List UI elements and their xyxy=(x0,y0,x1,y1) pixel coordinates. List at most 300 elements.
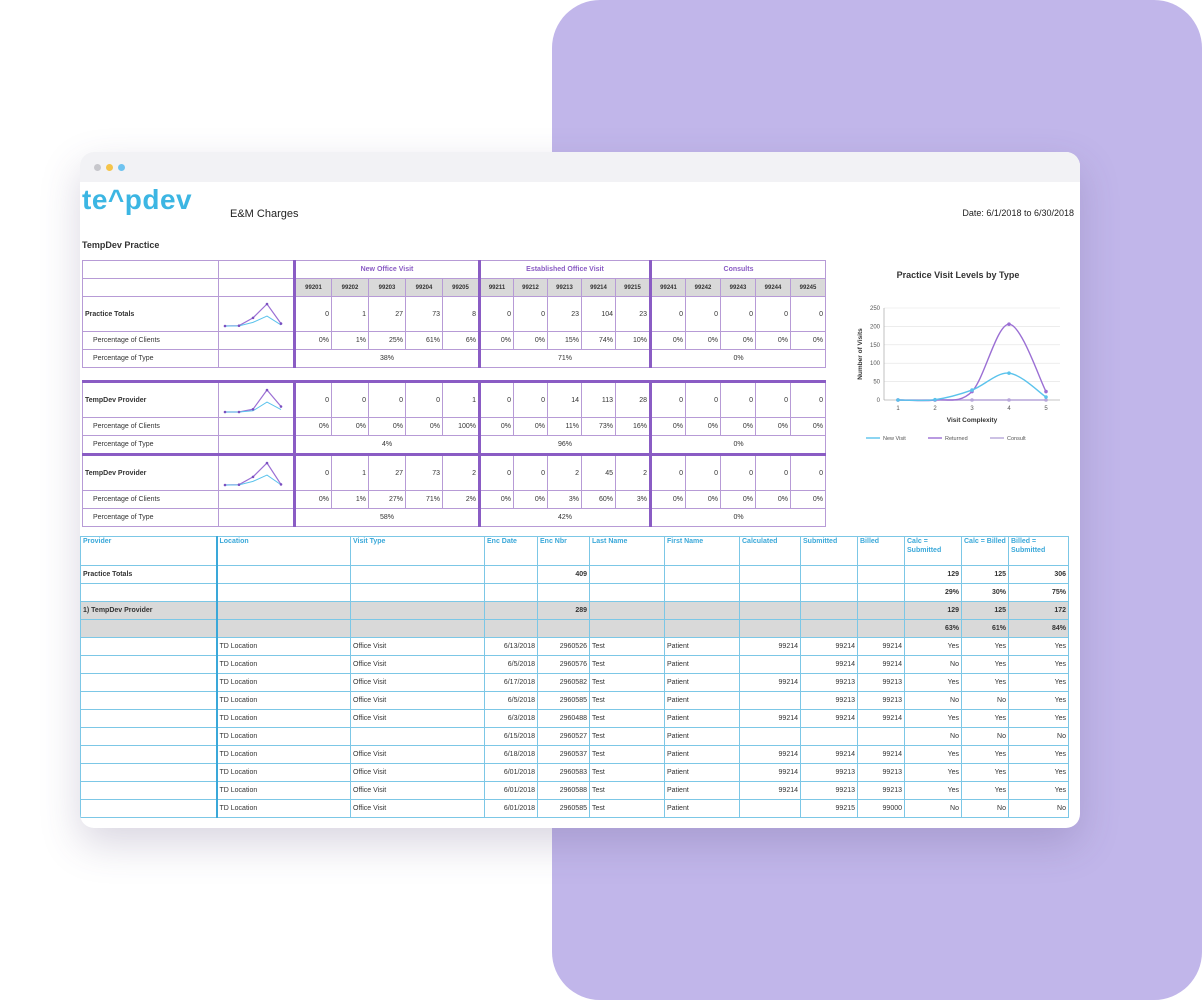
visit-count: 0 xyxy=(295,297,332,332)
encounter-row xyxy=(81,674,1069,692)
y-tick-label: 0 xyxy=(876,398,880,404)
group-header: New Office Visit xyxy=(295,261,480,279)
encounter-detail-table xyxy=(80,536,1069,818)
encounter-last: Test xyxy=(590,710,665,728)
table-cell xyxy=(665,584,740,602)
encounter-bs: Yes xyxy=(1009,674,1069,692)
table-cell xyxy=(590,602,665,620)
table-cell xyxy=(590,566,665,584)
encounter-type xyxy=(351,728,485,746)
visit-count: 0 xyxy=(651,382,686,418)
provider-cell xyxy=(81,638,217,656)
visit-count: 0 xyxy=(721,455,756,491)
provider-name: TempDev Provider xyxy=(83,382,219,418)
encounter-enc: 2960526 xyxy=(538,638,590,656)
section-counts-row xyxy=(83,455,826,491)
x-tick-label: 4 xyxy=(1007,406,1011,412)
provider-label xyxy=(81,620,217,638)
table-cell xyxy=(858,602,905,620)
encounter-enc: 2960537 xyxy=(538,746,590,764)
encounter-calc: 99214 xyxy=(740,710,801,728)
calc-billed-total: 30% xyxy=(962,584,1009,602)
cpt-code-header: 99205 xyxy=(443,279,480,297)
table-cell xyxy=(740,584,801,602)
blank-cell xyxy=(83,279,219,297)
pct-type-value: 0% xyxy=(651,350,826,368)
column-header: Visit Type xyxy=(351,537,485,566)
encounter-loc: TD Location xyxy=(217,800,351,818)
table-cell xyxy=(801,602,858,620)
encounter-sub: 99214 xyxy=(801,638,858,656)
encounter-loc: TD Location xyxy=(217,674,351,692)
sparkline xyxy=(221,385,285,415)
encounter-cs: Yes xyxy=(905,746,962,764)
visit-count: 113 xyxy=(582,382,616,418)
table-cell xyxy=(351,584,485,602)
cpt-code-header: 99215 xyxy=(616,279,651,297)
encounter-first: Patient xyxy=(665,656,740,674)
cpt-code-header: 99201 xyxy=(295,279,332,297)
column-header: Calc = Submitted xyxy=(905,537,962,566)
pct-type-value: 71% xyxy=(480,350,651,368)
cpt-code-header: 99202 xyxy=(332,279,369,297)
table-cell xyxy=(740,602,801,620)
column-header: Enc Date xyxy=(485,537,538,566)
encounter-billed: 99000 xyxy=(858,800,905,818)
blank-cell xyxy=(83,261,219,279)
encounter-billed: 99213 xyxy=(858,692,905,710)
provider-cell xyxy=(81,674,217,692)
visit-count: 0 xyxy=(332,382,369,418)
visit-count: 0 xyxy=(480,297,514,332)
visit-count: 0 xyxy=(514,297,548,332)
column-header: Last Name xyxy=(590,537,665,566)
encounter-last: Test xyxy=(590,800,665,818)
visit-count: 27 xyxy=(369,297,406,332)
data-point xyxy=(933,398,937,402)
encounter-date: 6/01/2018 xyxy=(485,764,538,782)
visit-count: 1 xyxy=(332,297,369,332)
encounter-billed: 99213 xyxy=(858,782,905,800)
sparkline-point xyxy=(252,317,255,320)
pct-clients-value: 0% xyxy=(756,491,791,509)
table-cell xyxy=(485,566,538,584)
sparkline xyxy=(221,458,285,488)
provider-name: TempDev Provider xyxy=(83,455,219,491)
encounter-enc: 2960588 xyxy=(538,782,590,800)
legend-label: New Visit xyxy=(883,436,906,442)
x-tick-label: 1 xyxy=(896,406,900,412)
calc-submitted-total: 29% xyxy=(905,584,962,602)
pct-clients-label: Percentage of Clients xyxy=(83,418,219,436)
encounter-bs: Yes xyxy=(1009,692,1069,710)
pct-type-label: Percentage of Type xyxy=(83,350,219,368)
visit-count: 0 xyxy=(295,455,332,491)
encounter-cb: Yes xyxy=(962,674,1009,692)
cpt-code-header: 99214 xyxy=(582,279,616,297)
visit-count: 0 xyxy=(514,382,548,418)
pct-clients-value: 0% xyxy=(686,491,721,509)
pct-clients-value: 74% xyxy=(582,332,616,350)
encounter-last: Test xyxy=(590,764,665,782)
pct-clients-value: 0% xyxy=(295,332,332,350)
cpt-code-header: 99204 xyxy=(406,279,443,297)
encounter-billed xyxy=(858,728,905,746)
data-point xyxy=(1007,322,1011,326)
encounter-calc xyxy=(740,728,801,746)
practice-label: TempDev Practice xyxy=(82,240,160,250)
encounter-row xyxy=(81,692,1069,710)
pct-clients-value: 60% xyxy=(582,491,616,509)
date-range: Date: 6/1/2018 to 6/30/2018 xyxy=(962,208,1074,218)
encounter-enc: 2960585 xyxy=(538,692,590,710)
table-cell xyxy=(351,566,485,584)
visit-count: 0 xyxy=(791,455,826,491)
sparkline-point xyxy=(238,324,241,327)
encounter-date: 6/5/2018 xyxy=(485,692,538,710)
table-cell xyxy=(538,620,590,638)
visit-count: 2 xyxy=(616,455,651,491)
column-header: Submitted xyxy=(801,537,858,566)
calc-billed-total: 125 xyxy=(962,566,1009,584)
encounter-bs: Yes xyxy=(1009,656,1069,674)
encounter-sub: 99213 xyxy=(801,692,858,710)
table-cell xyxy=(217,584,351,602)
blank-cell xyxy=(219,418,295,436)
encounter-loc: TD Location xyxy=(217,638,351,656)
encounter-loc: TD Location xyxy=(217,692,351,710)
pct-type-row xyxy=(83,509,826,527)
encounter-bs: Yes xyxy=(1009,764,1069,782)
pct-clients-value: 0% xyxy=(514,418,548,436)
encounter-last: Test xyxy=(590,746,665,764)
visit-count: 14 xyxy=(548,382,582,418)
provider-label xyxy=(81,584,217,602)
encounter-first: Patient xyxy=(665,674,740,692)
encounter-first: Patient xyxy=(665,800,740,818)
encounter-billed: 99214 xyxy=(858,746,905,764)
visit-count: 45 xyxy=(582,455,616,491)
data-point xyxy=(970,398,974,402)
encounter-first: Patient xyxy=(665,638,740,656)
encounter-type: Office Visit xyxy=(351,764,485,782)
pct-clients-row xyxy=(83,418,826,436)
visit-levels-chart xyxy=(840,264,1076,444)
table-cell xyxy=(217,620,351,638)
encounter-cb: No xyxy=(962,692,1009,710)
group-header: Established Office Visit xyxy=(480,261,651,279)
blank-cell xyxy=(219,279,295,297)
encounter-date: 6/01/2018 xyxy=(485,782,538,800)
detail-header-row xyxy=(81,537,1069,566)
encounter-type: Office Visit xyxy=(351,674,485,692)
sparkline-point xyxy=(280,322,283,325)
data-point xyxy=(1044,395,1048,399)
practice-totals-row xyxy=(81,566,1069,584)
encounter-last: Test xyxy=(590,728,665,746)
encounter-billed: 99214 xyxy=(858,656,905,674)
pct-clients-value: 0% xyxy=(721,332,756,350)
group-header: Consults xyxy=(651,261,826,279)
pct-type-value: 38% xyxy=(295,350,480,368)
encounter-last: Test xyxy=(590,692,665,710)
provider-totals-pct-row xyxy=(81,620,1069,638)
sparkline-point xyxy=(266,389,269,392)
visit-count: 0 xyxy=(686,455,721,491)
calc-submitted-total: 129 xyxy=(905,566,962,584)
provider-totals-row xyxy=(81,602,1069,620)
sparkline-point xyxy=(252,476,255,479)
cpt-code-header: 99243 xyxy=(721,279,756,297)
table-cell xyxy=(351,620,485,638)
pct-clients-value: 0% xyxy=(721,491,756,509)
encounter-first: Patient xyxy=(665,764,740,782)
encounter-billed: 99214 xyxy=(858,710,905,728)
pct-type-value: 96% xyxy=(480,436,651,455)
visit-count: 23 xyxy=(616,297,651,332)
pct-clients-value: 0% xyxy=(651,332,686,350)
pct-clients-value: 0% xyxy=(514,332,548,350)
encounter-cb: Yes xyxy=(962,782,1009,800)
encounter-calc xyxy=(740,800,801,818)
pct-clients-value: 0% xyxy=(295,491,332,509)
report-window xyxy=(80,152,1080,828)
provider-cell xyxy=(81,656,217,674)
encounter-sub: 99214 xyxy=(801,710,858,728)
window-dot-yellow[interactable] xyxy=(106,164,113,171)
pct-clients-value: 71% xyxy=(406,491,443,509)
encounter-loc: TD Location xyxy=(217,710,351,728)
summary-codes-row xyxy=(83,279,826,297)
pct-clients-value: 3% xyxy=(548,491,582,509)
encounter-type: Office Visit xyxy=(351,746,485,764)
encounter-enc: 2960583 xyxy=(538,764,590,782)
cpt-code-header: 99242 xyxy=(686,279,721,297)
encounter-row xyxy=(81,764,1069,782)
sparkline-point xyxy=(266,462,269,465)
x-tick-label: 2 xyxy=(933,406,937,412)
sparkline-point xyxy=(238,483,241,486)
provider-cell xyxy=(81,782,217,800)
y-tick-label: 250 xyxy=(869,306,880,312)
y-axis-label: Number of Visits xyxy=(857,328,864,380)
cpt-code-header: 99211 xyxy=(480,279,514,297)
visit-count: 1 xyxy=(443,382,480,418)
table-cell xyxy=(665,566,740,584)
pct-clients-value: 0% xyxy=(791,418,826,436)
line-chart xyxy=(840,264,1076,444)
data-point xyxy=(1007,398,1011,402)
sparkline xyxy=(221,299,285,329)
encounter-calc: 99214 xyxy=(740,764,801,782)
sparkline-cell xyxy=(219,382,295,418)
pct-clients-value: 6% xyxy=(443,332,480,350)
pct-clients-value: 0% xyxy=(480,418,514,436)
encounter-row xyxy=(81,782,1069,800)
encounter-calc xyxy=(740,656,801,674)
encounter-calc: 99214 xyxy=(740,638,801,656)
cpt-code-header: 99245 xyxy=(791,279,826,297)
encounter-bs: No xyxy=(1009,800,1069,818)
encounter-sub: 99213 xyxy=(801,764,858,782)
table-cell xyxy=(538,584,590,602)
sparkline-point xyxy=(280,483,283,486)
provider-cell xyxy=(81,764,217,782)
table-cell xyxy=(665,602,740,620)
sparkline-point xyxy=(266,303,269,306)
table-cell xyxy=(665,620,740,638)
encounter-date: 6/3/2018 xyxy=(485,710,538,728)
pct-type-value: 0% xyxy=(651,509,826,527)
table-cell xyxy=(351,602,485,620)
data-point xyxy=(1044,390,1048,394)
encounter-type: Office Visit xyxy=(351,656,485,674)
table-cell xyxy=(485,620,538,638)
encounter-calc xyxy=(740,692,801,710)
encounter-bs: Yes xyxy=(1009,710,1069,728)
blank-cell xyxy=(219,332,295,350)
visit-count: 0 xyxy=(791,382,826,418)
billed-submitted-total: 172 xyxy=(1009,602,1069,620)
visit-count: 0 xyxy=(756,297,791,332)
encounter-date: 6/17/2018 xyxy=(485,674,538,692)
y-tick-label: 100 xyxy=(869,361,880,368)
encounter-first: Patient xyxy=(665,710,740,728)
pct-clients-value: 16% xyxy=(616,418,651,436)
table-cell xyxy=(740,620,801,638)
pct-clients-value: 0% xyxy=(480,332,514,350)
encounter-sub xyxy=(801,728,858,746)
encounter-row xyxy=(81,638,1069,656)
y-tick-label: 200 xyxy=(869,324,880,331)
pct-clients-value: 100% xyxy=(443,418,480,436)
encounter-last: Test xyxy=(590,674,665,692)
encounter-date: 6/13/2018 xyxy=(485,638,538,656)
sparkline-point xyxy=(238,411,241,414)
provider-cell xyxy=(81,710,217,728)
encounter-loc: TD Location xyxy=(217,728,351,746)
section-counts-row xyxy=(83,382,826,418)
visit-count: 104 xyxy=(582,297,616,332)
visit-count: 0 xyxy=(480,455,514,491)
encounter-type: Office Visit xyxy=(351,638,485,656)
column-header: Calculated xyxy=(740,537,801,566)
cpt-code-header: 99241 xyxy=(651,279,686,297)
data-point xyxy=(896,398,900,402)
encounter-type: Office Visit xyxy=(351,692,485,710)
encounter-sub: 99215 xyxy=(801,800,858,818)
window-titlebar xyxy=(80,152,1080,182)
sparkline-point xyxy=(224,484,227,487)
calc-submitted-total: 63% xyxy=(905,620,962,638)
pct-clients-value: 0% xyxy=(756,418,791,436)
encounter-cs: Yes xyxy=(905,638,962,656)
visit-count: 0 xyxy=(791,297,826,332)
pct-type-label: Percentage of Type xyxy=(83,436,219,455)
encounter-cb: Yes xyxy=(962,656,1009,674)
pct-clients-value: 1% xyxy=(332,332,369,350)
encounter-cb: Yes xyxy=(962,710,1009,728)
pct-clients-label: Percentage of Clients xyxy=(83,332,219,350)
column-header: Enc Nbr xyxy=(538,537,590,566)
pct-clients-value: 0% xyxy=(332,418,369,436)
pct-type-label: Percentage of Type xyxy=(83,509,219,527)
visit-count: 0 xyxy=(295,382,332,418)
encounter-enc: 2960488 xyxy=(538,710,590,728)
visit-count: 0 xyxy=(369,382,406,418)
window-dot-grey[interactable] xyxy=(94,164,101,171)
provider-name: Practice Totals xyxy=(83,297,219,332)
encounter-enc: 2960576 xyxy=(538,656,590,674)
provider-cell xyxy=(81,692,217,710)
pct-type-value: 58% xyxy=(295,509,480,527)
pct-clients-value: 0% xyxy=(295,418,332,436)
data-point xyxy=(970,388,974,392)
encounter-row xyxy=(81,656,1069,674)
pct-clients-row xyxy=(83,332,826,350)
cpt-code-header: 99203 xyxy=(369,279,406,297)
column-header: Provider xyxy=(81,537,217,566)
pct-type-value: 42% xyxy=(480,509,651,527)
cpt-code-header: 99213 xyxy=(548,279,582,297)
blank-cell xyxy=(219,491,295,509)
sparkline-cell xyxy=(219,297,295,332)
pct-clients-value: 0% xyxy=(514,491,548,509)
encounter-last: Test xyxy=(590,638,665,656)
pct-clients-value: 0% xyxy=(686,418,721,436)
encounter-first: Patient xyxy=(665,782,740,800)
y-tick-label: 150 xyxy=(869,342,880,349)
column-header: Billed = Submitted xyxy=(1009,537,1069,566)
encounter-date: 6/01/2018 xyxy=(485,800,538,818)
table-cell xyxy=(740,566,801,584)
visit-count: 28 xyxy=(616,382,651,418)
provider-cell xyxy=(81,746,217,764)
section-counts-row xyxy=(83,297,826,332)
encounter-bs: Yes xyxy=(1009,782,1069,800)
encounter-last: Test xyxy=(590,656,665,674)
window-dot-blue[interactable] xyxy=(118,164,125,171)
encounter-cs: Yes xyxy=(905,782,962,800)
gap-cell xyxy=(83,368,826,382)
sparkline-point xyxy=(280,405,283,408)
encounter-sub: 99213 xyxy=(801,782,858,800)
table-cell xyxy=(858,584,905,602)
pct-type-row xyxy=(83,436,826,455)
encounter-cs: No xyxy=(905,656,962,674)
encounter-first: Patient xyxy=(665,728,740,746)
cpt-code-header: 99244 xyxy=(756,279,791,297)
pct-clients-value: 0% xyxy=(480,491,514,509)
visit-count: 73 xyxy=(406,297,443,332)
calc-submitted-total: 129 xyxy=(905,602,962,620)
pct-type-value: 0% xyxy=(651,436,826,455)
visit-count: 0 xyxy=(686,297,721,332)
visit-count: 2 xyxy=(548,455,582,491)
encounter-total: 409 xyxy=(538,566,590,584)
visit-count: 0 xyxy=(406,382,443,418)
encounter-sub: 99214 xyxy=(801,656,858,674)
billed-submitted-total: 306 xyxy=(1009,566,1069,584)
table-cell xyxy=(801,620,858,638)
encounter-total: 289 xyxy=(538,602,590,620)
encounter-loc: TD Location xyxy=(217,656,351,674)
sparkline-point xyxy=(252,408,255,411)
pct-type-row xyxy=(83,350,826,368)
pct-clients-value: 15% xyxy=(548,332,582,350)
encounter-loc: TD Location xyxy=(217,764,351,782)
visit-count: 0 xyxy=(721,297,756,332)
